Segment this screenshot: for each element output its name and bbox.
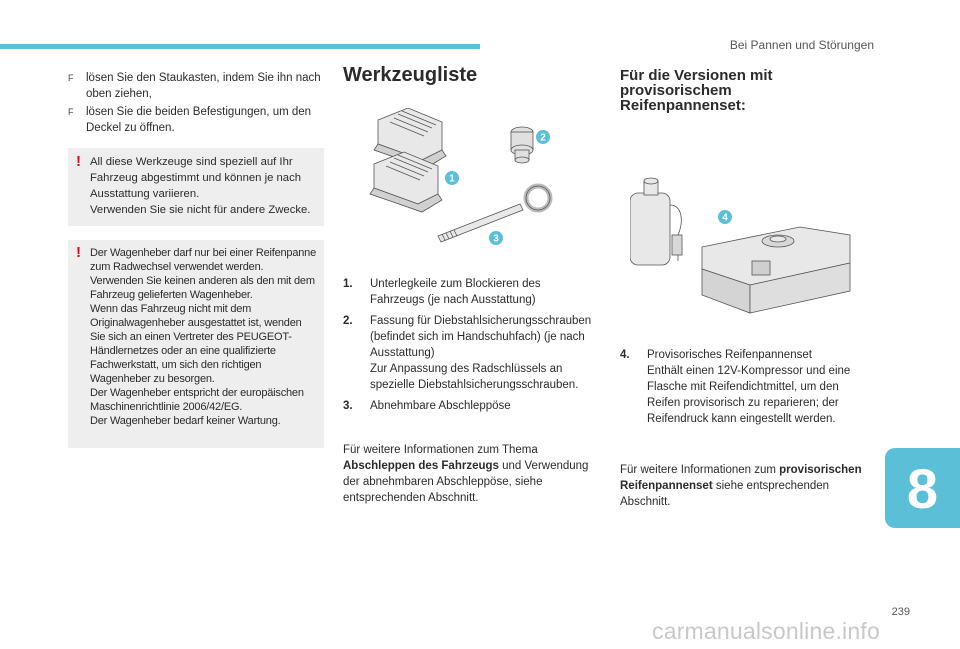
tool-list-heading: Werkzeugliste — [343, 64, 478, 86]
intro-steps — [68, 70, 324, 138]
wheel-chocks-image — [370, 108, 446, 212]
list-item: 4. Provisorisches Reifenpannenset — [620, 349, 812, 361]
list-item: Zur Anpassung des Radschlüssels an spezielle Diebstahlsicherungsschrauben. — [370, 363, 579, 391]
tools-illustration — [350, 108, 570, 258]
list-item: 1. Unterlegkeile zum Blockieren des Fahrzeugs (je nach Ausstattung) — [343, 278, 541, 306]
tool-list — [343, 276, 593, 419]
list-item: F lösen Sie den Staukasten, indem Sie ihn nach oben ziehen, — [68, 72, 321, 100]
bullet-icon: F — [68, 73, 74, 83]
warning-box-jack: ! Der Wagenheber darf nur bei einer Reifenpanne zum Radwechsel verwendet werden. Verwenden Sie keinen anderen als den mit dem Fahrzeug gelieferten Wagenheber. Wenn das Fahrzeug nicht mit dem Originalwagenheber ausgestattet ist, wenden Sie sich an einen Vertreter des PEUGEOT-Händlernetzes oder an eine qualifizierte Fachwerkstatt, um sich den richtigen Wagenheber zu besorgen. Der Wagenheber entspricht der europäischen Maschinenrichtlinie 2006/42/EG. Der Wagenheber bedarf keiner Wartung. — [68, 240, 324, 448]
section-title: Bei Pannen und Störungen — [729, 38, 874, 52]
callout-4: 4 — [722, 212, 728, 224]
page-number: 239 — [891, 606, 910, 618]
towing-link-text: Abschleppen des Fahrzeugs — [343, 460, 499, 472]
repair-kit-heading: Für die Versionen mit provisorischem Reifenpannenset: — [620, 67, 773, 114]
sealant-bottle-image — [630, 178, 682, 265]
repair-kit-list — [620, 347, 870, 432]
callout-badges — [718, 210, 732, 224]
list-item: 3. Abnehmbare Abschleppöse — [343, 400, 511, 412]
anti-theft-socket-image — [511, 127, 533, 163]
callout-3: 3 — [493, 233, 499, 245]
chapter-badge: 8 — [885, 448, 960, 528]
warning-icon: ! — [76, 153, 81, 170]
list-item: Enthält einen 12V-Kompressor und eine Flasche mit Reifendichtmittel, um den Reifen provisorisch zu reparieren; der Reifendruck kann eingestellt werden. — [647, 365, 851, 425]
bullet-icon: F — [68, 107, 74, 117]
header-accent-bar — [0, 44, 480, 49]
towing-more-info: Für weitere Informationen zum Thema Abschleppen des Fahrzeugs und Verwendung der abnehmbaren Abschleppöse, siehe entsprechenden Abschnitt. — [343, 444, 589, 504]
warning-box-tools: ! All diese Werkzeuge sind speziell auf Ihr Fahrzeug abgestimmt und können je nach Ausstattung variieren. Verwenden Sie sie nicht für andere Zwecke. — [68, 148, 324, 226]
list-item: 2. Fassung für Diebstahlsicherungsschrauben (befindet sich im Handschuhfach) (je nach Ausstattung) — [343, 315, 592, 359]
callout-1: 1 — [449, 173, 455, 185]
repair-kit-link-text: provisorischen Reifenpannenset — [620, 464, 862, 492]
compressor-image — [702, 227, 850, 313]
watermark: carmanualsonline.info — [652, 618, 880, 644]
repair-kit-illustration — [630, 165, 870, 315]
callout-2: 2 — [540, 132, 546, 144]
repair-kit-more-info: Für weitere Informationen zum provisorischen Reifenpannenset siehe entsprechenden Abschnitt. — [620, 464, 862, 508]
warning-icon: ! — [76, 244, 81, 261]
list-item: F lösen Sie die beiden Befestigungen, um den Deckel zu öffnen. — [68, 106, 312, 134]
